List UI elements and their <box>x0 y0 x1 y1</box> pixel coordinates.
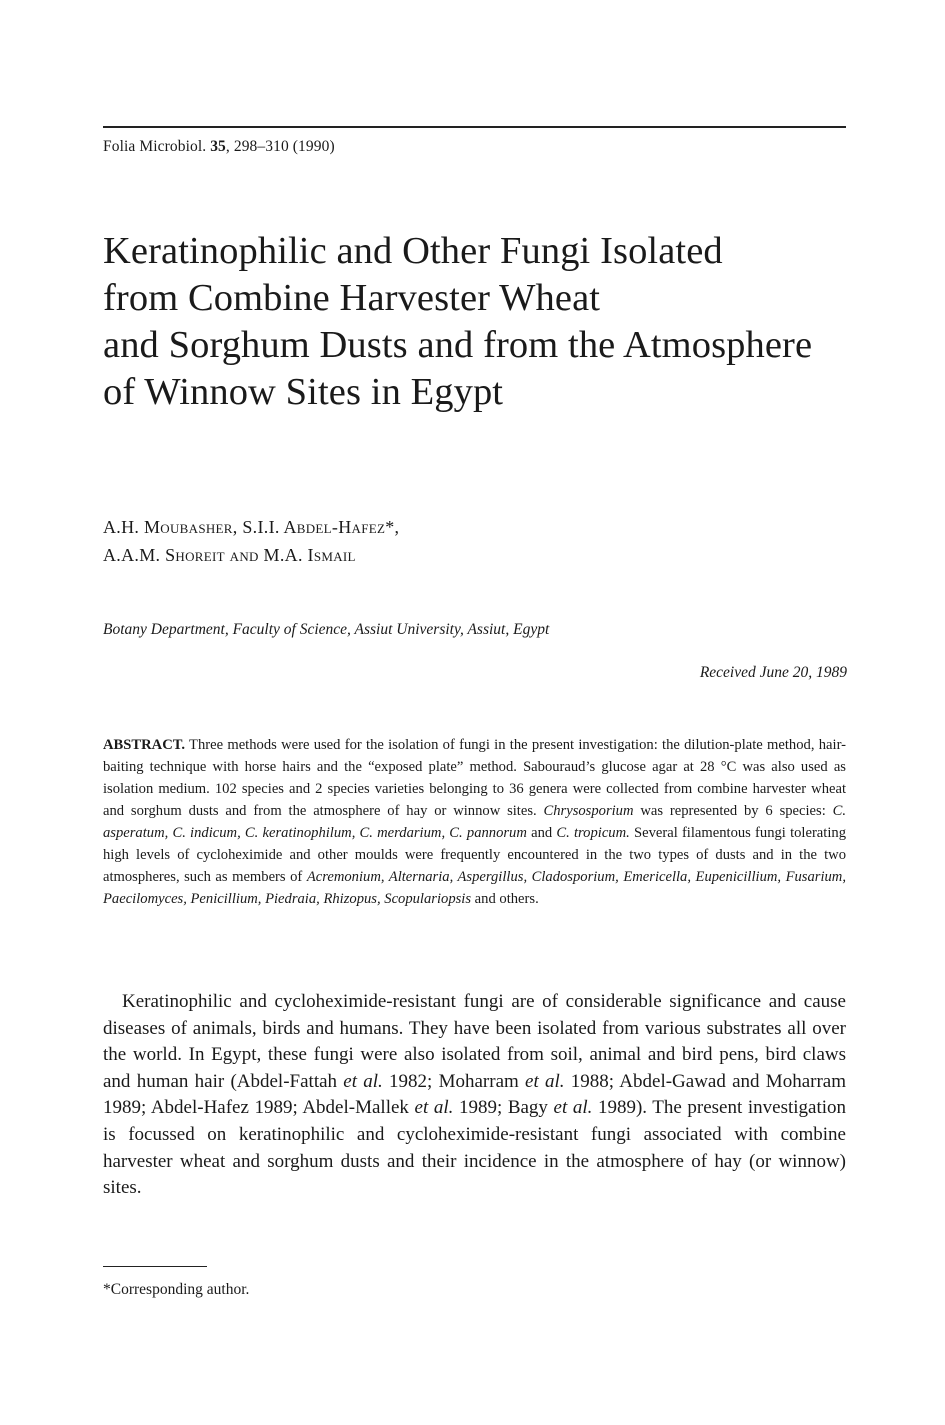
abstract-text: and <box>526 825 557 841</box>
abstract-text: Several filamentous fungi tolerating high levels of cycloheximide and other moulds were frequently encountered in the two types of dusts and in the two atmospheres, such as members of <box>103 825 846 885</box>
species-name: C. tropicum. <box>556 825 630 841</box>
abstract-text: Three methods were used for the isolation of fungi in the present investigation: the dilution-plate method, hair-baiting technique with horse hairs and the “exposed plate” method. Sabouraud’s glucose agar at 28 °C was also used as isolation medium. 102 species and 2 species varieties belonging to 36 genera were collected from combine harvester wheat and sorghum dusts and from the atmosphere of hay or winnow sites. <box>103 737 846 819</box>
body-text: 1988; Abdel-Gawad and Moharram 1989; Abdel-Hafez 1989; Abdel-Mallek <box>103 1070 846 1119</box>
abstract-text: and others. <box>471 891 539 907</box>
body-text: Keratinophilic and cycloheximide-resistant fungi are of considerable significance and cause diseases of animals, birds and humans. They have been isolated from various substrates all over the world. In Egypt, these fungi were also isolated from soil, animal and bird pens, bird claws and human hair (Abdel-Fattah <box>103 991 846 1092</box>
body-text: 1989). The present investigation is focussed on keratinophilic and cycloheximide-resistant fungi associated with combine harvester wheat and sorghum dusts and their incidence in the atmosphere of hay (or winnow) sites. <box>103 1097 847 1199</box>
journal-volume: 35 <box>210 138 226 155</box>
et-al: et al. <box>553 1097 593 1119</box>
header-rule <box>103 126 846 128</box>
body-text: 1989; Bagy <box>453 1097 554 1119</box>
abstract <box>103 734 846 910</box>
author-line: A.H. Moubasher, S.I.I. Abdel-Hafez*, <box>103 517 400 537</box>
footnote: *Corresponding author. <box>103 1281 250 1298</box>
author-list <box>103 513 399 569</box>
abstract-text: was represented by 6 species: <box>633 803 833 819</box>
title-line: and Sorghum Dusts and from the Atmosphere <box>103 324 813 366</box>
intro-paragraph <box>103 989 846 1202</box>
genus-name: Chrysosporium <box>543 803 634 819</box>
genera-list: Acremonium, Alternaria, Aspergillus, Cladosporium, Emericella, Eupenicillium, Fusarium, Paecilomyces, Penicillium, Piedraia, Rhizopus, Scopulariopsis <box>103 869 846 907</box>
et-al: et al. <box>525 1070 565 1092</box>
et-al: et al. <box>343 1070 383 1092</box>
body-text: 1982; Moharram <box>382 1070 526 1092</box>
affiliation: Botany Department, Faculty of Science, Assiut University, Assiut, Egypt <box>103 621 550 638</box>
journal-name: Folia Microbiol. <box>103 138 207 155</box>
footnote-rule <box>103 1266 207 1267</box>
article-title <box>103 228 863 416</box>
received-date: Received June 20, 1989 <box>699 664 847 681</box>
journal-citation <box>103 138 335 156</box>
title-line: of Winnow Sites in Egypt <box>103 371 504 413</box>
abstract-label: ABSTRACT. <box>103 737 186 753</box>
journal-pages-year: , 298–310 (1990) <box>225 138 335 155</box>
species-list: C. asperatum, C. indicum, C. keratinophilum, C. merdarium, C. pannorum <box>103 803 846 841</box>
title-line: Keratinophilic and Other Fungi Isolated <box>103 230 723 272</box>
author-line: A.A.M. Shoreit and M.A. Ismail <box>103 545 356 565</box>
et-al: et al. <box>414 1097 454 1119</box>
title-line: from Combine Harvester Wheat <box>103 277 601 319</box>
